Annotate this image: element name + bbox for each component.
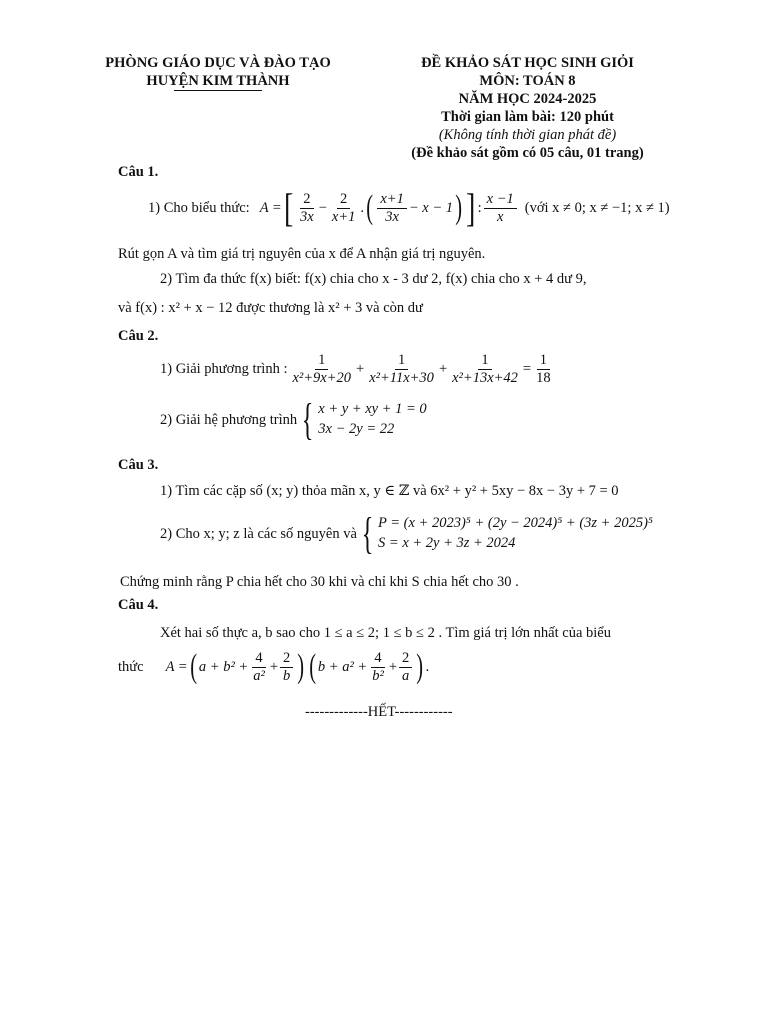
question-3-part-1: 1) Tìm các cặp số (x; y) thỏa mãn x, y ∈ ℤ và 6x² + y² + 5xy − 8x − 3y + 7 = 0 [160,483,619,499]
question-4-label: thức [118,658,144,675]
fraction: $\frac{2}{a}$ [399,650,412,684]
question-1-part-1-label: 1) Cho biểu thức: [148,199,250,216]
header-school: PHÒNG GIÁO DỤC VÀ ĐÀO TẠO [105,55,331,71]
header-district: HUYỆN KIM THÀNH [146,73,290,89]
end-marker: -------------HẾT------------ [305,704,453,720]
expression-s: S = x + 2y + 3z + 2024 [378,535,516,551]
question-3-part-2 [160,509,653,558]
fraction: $\frac{2}{b}$ [280,650,293,684]
question-3-title: Câu 3. [118,457,159,473]
question-4-line-2: thức A = ( a + b² + $\frac{4}{\text{a²}}$ + $\frac{2}{b}$ ) ( b + a² + $\frac{4}{\text{b²}}$ + $\frac{2}{a}$ ) . [118,648,430,686]
header-underline [174,90,262,91]
question-1-part-2-line-1: 2) Tìm đa thức f(x) biết: f(x) chia cho x - 3 dư 2, f(x) chia cho x + 4 dư 9, [160,271,587,287]
exam-year: NĂM HỌC 2024-2025 [458,91,597,107]
fraction: $\frac{1}{\text{x²+11x+30}}$ [369,352,434,386]
question-3-conclusion: Chứng minh rằng P chia hết cho 30 khi và chỉ khi S chia hết cho 30 . [120,574,519,590]
question-2-part-2 [160,395,427,444]
fraction: $\frac{x -1}{x}$ [484,191,517,225]
fraction: $\frac{2}{3x}$ [300,190,314,225]
question-1-condition: (với x ≠ 0; x ≠ −1; x ≠ 1) [524,199,670,216]
exam-time-note: (Không tính thời gian phát đề) [438,127,617,143]
question-2-part-1: 1) Giải phương trình : $\frac{1}{\text{x²+9x+20}}$ + $\frac{1}{\text{x²+11x+30}}$ + $\frac{1}{\text{x²+13x+42}}$ = $\frac{1}{18}$ [160,352,556,386]
question-2-part-2-label: 2) Giải hệ phương trình [160,411,298,428]
expression-p: P = (x + 2023)⁵ + (2y − 2024)⁵ + (3z + 2025)⁵ [378,515,653,532]
fraction: $\frac{4}{\text{b²}}$ [372,650,384,684]
system-equation-1: x + y + xy + 1 = 0 [318,401,427,418]
fraction: $\frac{1}{18}$ [536,352,551,386]
question-1-part-1: 1) Cho biểu thức: A = [ $\frac{2}{3x}$ − $\frac{2}{x+1}$ . ( $\frac{x+1}{3x}$ − x − 1 ) ] : $\frac{x -1}{x}$ (với x ≠ 0; x ≠ −1; x ≠ 1) [148,185,670,230]
question-2-title: Câu 2. [118,328,159,344]
question-1-part-2-line-2: và f(x) : x² + x − 12 được thương là x² + 3 và còn dư [118,300,423,316]
system-brace: { [301,395,314,444]
question-4-line-1: Xét hai số thực a, b sao cho 1 ≤ a ≤ 2; 1 ≤ b ≤ 2 . Tìm giá trị lớn nhất của biểu [160,625,611,641]
expression-a: A = [259,199,282,216]
system-equation-2: 3x − 2y = 22 [318,421,395,437]
question-3-part-2-label: 2) Cho x; y; z là các số nguyên và [160,525,357,542]
exam-time: Thời gian làm bài: 120 phút [441,109,614,125]
question-1-task: Rút gọn A và tìm giá trị nguyên của x để A nhận giá trị nguyên. [118,246,486,262]
question-2-part-1-label: 1) Giải phương trình : [160,360,288,377]
bracket-open: [ [283,185,294,230]
question-4-title: Câu 4. [118,597,159,613]
fraction: $\frac{1}{\text{x²+13x+42}}$ [452,352,518,386]
exam-pages-note: (Đề khảo sát gồm có 05 câu, 01 trang) [411,145,644,161]
exam-subject: MÔN: TOÁN 8 [479,73,576,89]
fraction: $\frac{1}{\text{x²+9x+20}}$ [292,352,352,386]
fraction: $\frac{x+1}{3x}$ [377,191,406,225]
fraction: $\frac{2}{x+1}$ [331,190,356,225]
fraction: $\frac{4}{\text{a²}}$ [253,650,265,684]
exam-title: ĐỀ KHẢO SÁT HỌC SINH GIỎI [421,55,634,71]
question-1-title: Câu 1. [118,164,159,180]
system-brace: { [361,509,374,558]
